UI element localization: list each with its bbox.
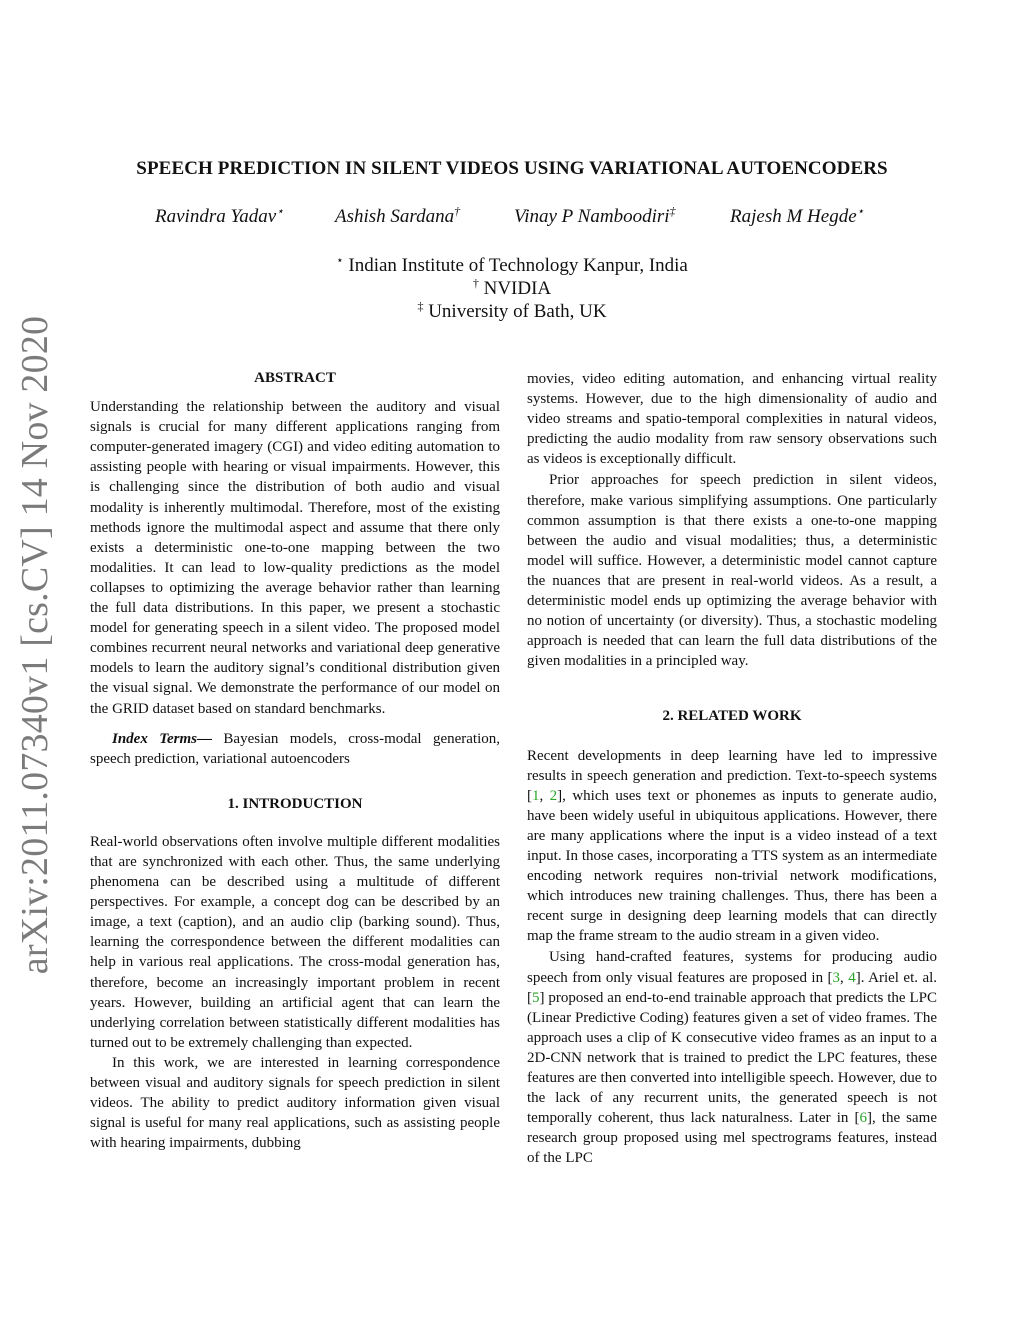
affiliation-mark: ‡ [417,299,424,313]
related-heading: 2. RELATED WORK [662,708,802,725]
intro-paragraph: Real-world observations often involve multiple different modalities that are synchronized with each other. Thus, the same underlying phenomena can be described using a multitude of different perspectives. For example, a concept dog can be described by an image, a text (caption), and an audio clip (barking sound). Thus, learning the correspondence between the different modalities can help in various real applications. The cross-modal generation has, therefore, become an increasingly important problem in recent years. However, building an artificial agent that can learn the underlying correlation between statistically different modalities has turned out to be extremely challenging than expected. [90,833,500,1051]
text-run: ]. Ariel et. al. [ [527,969,938,1006]
author-name: Ravindra Yadav [155,206,277,227]
text-run: ], which uses text or phonemes as inputs to generate audio, have been widely useful in ubiquitous applications. However, there are many applications where the input is a video instead of a text input. In those cases, incorporating a TTS system as an intermediate encoding network requires non-trivial network modifications, which introduces new training challenges. Thus, there has been a recent surge in designing deep learning models that can directly map the frame stream to the audio stream in a given video. [527,787,938,945]
author-mark: ⋆ [856,204,865,218]
author-name: Vinay P Namboodiri [514,206,670,227]
author-name: Ashish Sardana [335,206,455,227]
affiliation-text: Indian Institute of Technology Kanpur, India [348,255,688,276]
index-terms [90,729,500,769]
affiliation [0,278,1024,300]
author-mark: ‡ [669,204,676,218]
citation-link[interactable]: 4 [848,969,856,986]
author [514,206,676,228]
related-paragraph [527,947,937,1168]
author-mark: ⋆ [276,204,284,218]
paper-title: SPEECH PREDICTION IN SILENT VIDEOS USING VARIATIONAL AUTOENCODERS [136,158,888,179]
related-paragraph [527,746,937,947]
index-terms-label: Index Terms— [112,730,213,747]
author [155,206,284,228]
left-column [90,368,500,1153]
citation-link[interactable]: 3 [832,969,841,986]
citation-link[interactable]: 6 [859,1110,867,1127]
text-run: ], the same research group proposed using mel spectrograms features, instead of the LPC [527,1110,938,1167]
right-column [527,369,937,1168]
citation-link[interactable]: 1 [532,787,540,804]
intro-paragraph: In this work, we are interested in learning correspondence between visual and auditory signals for speech prediction in silent videos. The ability to predict auditory information given visual signal is useful for many real applications, such as assisting people with hearing impairments, dubbing [90,1054,500,1152]
intro-paragraph: movies, video editing automation, and enhancing virtual reality systems. However, due to the high dimensionality of audio and video streams and spatio-temporal complexities in natural videos, predicting the audio modality from raw sensory observations such as videos is exceptionally difficult. [527,371,937,468]
affiliation [0,255,1024,277]
author-mark: † [454,204,461,218]
abstract-heading: ABSTRACT [254,370,336,386]
affiliation-text: NVIDIA [483,278,552,299]
arxiv-stamp [10,315,60,975]
author [730,206,864,228]
citation-link[interactable]: 5 [532,989,540,1006]
text-run: Recent developments in deep learning have led to impressive results in speech generation and prediction. Text-to-speech systems [ [527,747,937,804]
author-name: Rajesh M Hegde [730,206,857,227]
intro-paragraph: Prior approaches for speech prediction in silent videos, therefore, make various simplifying assumptions. One particularly common assumption is that there exists a one-to-one mapping between the audio and visual modalities; thus, a deterministic model will suffice. However, a deterministic model cannot capture the nuances that are present in real-world videos. As a result, a deterministic model ends up optimizing the average behavior with no notion of uncertainty (or diversity). Thus, a stochastic modeling approach is needed that can learn the full data distributions of the given modalities in a principled way. [527,472,937,670]
affiliation-text: University of Bath, UK [428,301,607,322]
index-terms-text: Bayesian models, cross-modal generation, speech prediction, variational autoencoders [90,730,501,767]
author [335,206,460,228]
abstract-text: Understanding the relationship between the auditory and visual signals is crucial for many different applications ranging from computer-generated imagery (CGI) and video editing automation to assisting people with hearing or visual impairments. However, this is challenging since the distribution of both audio and visual modality is inherently multimodal. Therefore, most of the existing methods ignore the multimodal aspect and assume that there only exists a deterministic one-to-one mapping between the two modalities. It can lead to low-quality predictions as the model collapses to optimizing the average behavior rather than learning the full data distributions. In this paper, we present a stochastic model for generating speech in a silent video. The proposed model combines recurrent neural networks and variational deep generative models to learn the auditory signal’s conditional distribution given the visual signal. We demonstrate the performance of our model on the GRID dataset based on standard benchmarks. [90,399,500,717]
text-run: Using hand-crafted features, systems for producing audio speech from only visual features are proposed in [ [527,949,937,986]
intro-heading: 1. INTRODUCTION [227,795,363,812]
text-run: ] proposed an end-to-end trainable approach that predicts the LPC (Linear Predictive Coding) features given a set of video frames. The approach uses a clip of K consecutive video frames as an input to a 2D-CNN network that is trained to predict the LPC features, these features are then converted into intelligible speech. However, due to the lack of any recurrent units, the generated speech is not temporally coherent, thus lack naturalness. Later in [ [527,989,937,1127]
affiliation-mark: ⋆ [336,253,344,267]
arxiv-id: arXiv:2011.07340v1 [cs.CV] 14 Nov 2020 [14,315,56,975]
affiliation [0,301,1024,323]
affiliation-mark: † [472,276,479,290]
text-run: , [539,787,550,804]
citation-link[interactable]: 2 [549,787,558,804]
author-list [0,206,1024,236]
text-run: , [840,969,849,986]
